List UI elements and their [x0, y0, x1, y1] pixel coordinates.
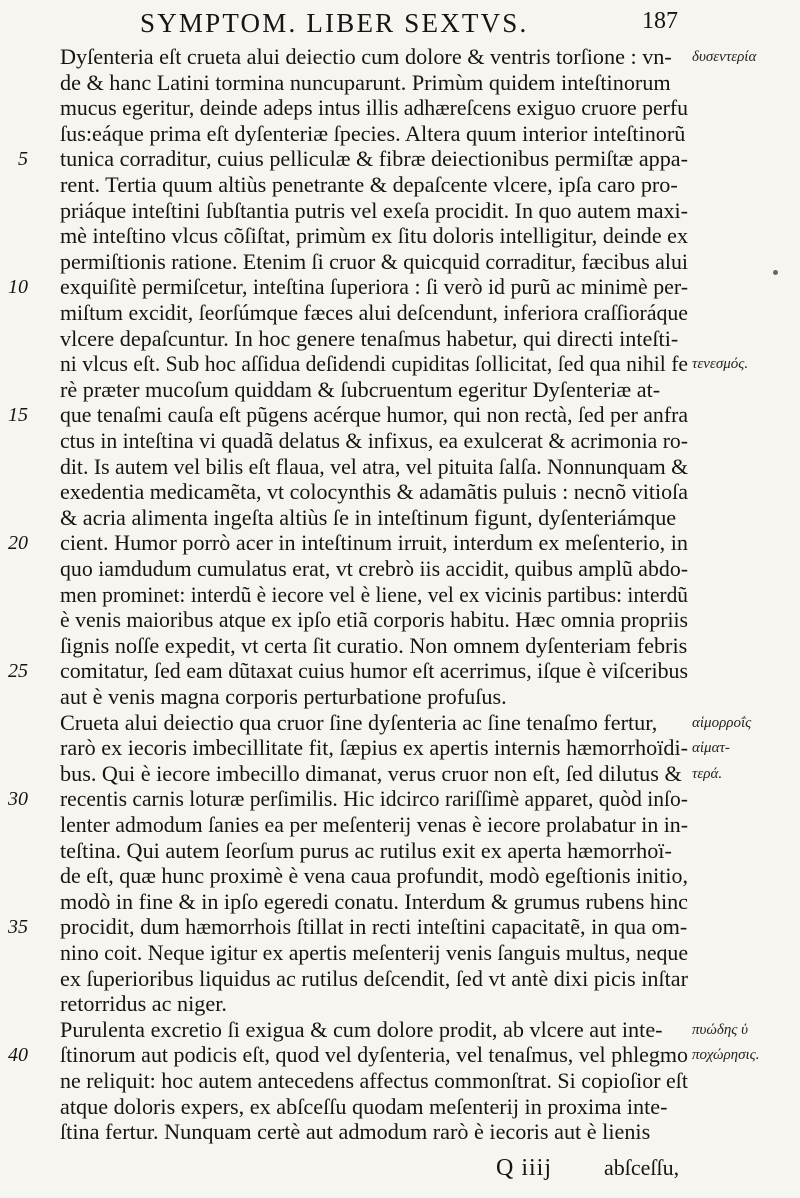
text-line	[18, 146, 689, 172]
line-text: dit. Is autem vel bilis eſt flaua, vel atra, vel pituita ſalſa. Nonnunquam &	[60, 453, 688, 479]
text-line	[60, 70, 671, 96]
line-text: de & hanc Latini tormina nuncuparunt. Primùm quidem inteſtinorum	[60, 69, 671, 95]
ink-spot	[773, 270, 778, 275]
text-line	[8, 786, 706, 812]
line-text: Crueta alui deiectio qua cruor ſine dyſenteria ac ſine tenaſmo fertur,	[60, 709, 658, 735]
line-text: cient. Humor porrò acer in inteſtinum irruit, interdum ex meſenterio, in	[60, 530, 688, 556]
text-line	[8, 402, 700, 428]
line-number: 15	[8, 404, 28, 427]
text-line	[60, 351, 705, 377]
text-line	[60, 582, 711, 608]
text-line	[60, 121, 685, 147]
catchword: abſceſſu,	[604, 1155, 680, 1180]
line-text: nino coit. Neque igitur ex apertis meſenterij venis ſanguis multus, neque	[60, 940, 688, 965]
text-line	[60, 684, 507, 710]
line-text: lenter admodum ſanies ea per meſenterij venas è iecore prolabatur in in-	[60, 812, 688, 837]
text-line	[60, 889, 690, 915]
line-text: procidit, dum hæmorrhois ſtillat in recti inteſtini capacitatẽ, in qua om-	[60, 914, 688, 940]
text-line	[60, 838, 672, 864]
margin-note: αἱματ-	[692, 740, 730, 757]
line-text: rarò ex iecoris imbecillitate fit, ſæpius ex apertis internis hæmorrhoïdi-	[60, 735, 688, 761]
text-line	[60, 1119, 650, 1145]
text-line	[60, 556, 698, 582]
line-text: ctus in inteſtina vi quadã delatus & infixus, ea exulcerat & acrimonia ro-	[60, 428, 688, 453]
line-number: 40	[8, 1044, 28, 1067]
line-text: Dyſenteria eſt crueta alui deiectio cum dolore & ventris torſione : vn-	[60, 44, 672, 69]
line-text: de eſt, quæ hunc proximè è vena caua profundit, modò egeſtionis initio,	[60, 863, 688, 889]
text-line	[60, 223, 691, 249]
text-line	[60, 735, 689, 761]
line-text: teſtina. Qui autem ſeorſum purus ac rutilus exit ex aperta hæmorrhoï-	[60, 837, 672, 863]
margin-note: δυσεντερία	[692, 49, 757, 65]
line-text: exquiſitè permiſcetur, inteſtina ſuperiora : ſi verò id purũ ac minimè per-	[60, 274, 688, 300]
text-line	[60, 249, 697, 275]
text-line	[60, 172, 678, 198]
text-line	[60, 300, 699, 326]
margin-note: αἱμορροΐς	[692, 714, 752, 731]
text-line	[8, 274, 697, 300]
line-text: men prominet: interdũ è iecore vel è liene, vel ex vicinis partibus: interdũ	[60, 581, 688, 607]
signature-mark: Q iiij	[496, 1155, 553, 1181]
text-line	[60, 505, 676, 531]
line-text: & acria alimenta ingeſta altiùs ſe in inteſtinum figunt, dyſenteriámque	[60, 504, 677, 530]
line-text: atque doloris expers, ex abſceſſu quodam meſenterij in proxima inte-	[60, 1093, 668, 1119]
text-line	[60, 991, 227, 1017]
text-line	[60, 1017, 663, 1043]
text-line	[60, 966, 689, 992]
text-line	[60, 454, 700, 480]
line-text: exedentia medicamẽta, vt colocynthis & adamãtis puluis : necnõ vitioſa	[60, 479, 688, 505]
page-number: 187	[642, 8, 678, 34]
text-line	[60, 198, 692, 224]
text-line	[60, 44, 672, 70]
text-line	[60, 377, 660, 403]
text-line	[60, 940, 700, 966]
text-line	[8, 1042, 694, 1068]
text-line	[60, 812, 698, 838]
text-line	[60, 1068, 694, 1094]
line-text: mè inteſtino vlcus cõſiſtat, primùm ex ſitu doloris intelligitur, deinde ex	[60, 223, 688, 249]
text-line	[60, 761, 682, 787]
text-line	[60, 428, 703, 454]
line-text: que tenaſmi cauſa eſt pũgens acérque humor, qui non rectà, ſed per anfra	[60, 402, 688, 428]
line-text: rè præter mucoſum quiddam & ſubcruentum egeritur Dyſenteriæ at-	[60, 376, 661, 402]
line-text: tunica corraditur, cuius pelliculæ & fibræ deiectionibus permiſtæ appa-	[60, 146, 688, 172]
running-title: SYMPTOM. LIBER SEXTVS.	[140, 8, 529, 38]
margin-note: τενεσμός.	[692, 356, 749, 373]
text-line	[60, 863, 693, 889]
line-text: Purulenta excretio ſi exigua & cum dolore prodit, ab vlcere aut inte-	[60, 1016, 663, 1042]
line-text: è venis maioribus atque ex ipſo etiã corporis habitu. Hæc omnia propriis	[60, 607, 688, 633]
line-text: ne reliquit: hoc autem antecedens affectus commonſtrat. Si copioſior eſt	[60, 1068, 688, 1093]
line-text: recentis carnis loturæ perſimilis. Hic idcirco rariſſimè apparet, quòd inſo-	[60, 786, 688, 812]
line-text: miſtum excidit, ſeorſúmque fæces alui deſcendunt, inferiora craſſioráque	[60, 300, 688, 325]
line-text: quo iamdudum cumulatus erat, vt crebrò iis accidit, quibus amplũ abdo-	[60, 556, 688, 581]
line-text: ni vlcus eſt. Sub hoc aſſidua deſidendi cupiditas ſollicitat, ſed qua nihil fe	[60, 351, 688, 377]
margin-note: πυώδης ὑ	[692, 1021, 749, 1038]
line-text: ſus:eáque prima eſt dyſenteriæ ſpecies. Altera quum interior inteſtinorũ	[60, 120, 686, 146]
line-number: 25	[8, 660, 28, 683]
margin-note: ποχώρησις.	[692, 1047, 760, 1064]
line-text: comitatur, ſed eam dũtaxat cuius humor eſt acerrimus, iſque è viſceribus	[60, 658, 688, 684]
line-text: mucus egeritur, deinde adeps intus illis adhæreſcens exiguo cruore perfu	[60, 95, 688, 121]
text-line	[8, 530, 689, 556]
line-text: ſtinorum aut podicis eſt, quod vel dyſenteria, vel tenaſmus, vel phlegmo	[60, 1042, 688, 1068]
text-line	[60, 607, 701, 633]
line-text: rent. Tertia quum altiùs penetrante & depaſcente vlcere, ipſa caro pro-	[60, 172, 678, 197]
line-text: retorridus ac niger.	[60, 991, 227, 1017]
line-text: ſignis noſſe expedit, vt certa ſit curatio. Non omnem dyſenteriam febris	[60, 632, 688, 658]
text-line	[8, 914, 688, 940]
text-line	[60, 95, 701, 121]
line-text: priáque inteſtini ſubſtantia putris vel exeſa procidit. In quo autem maxi-	[60, 197, 688, 223]
line-text: aut è venis magna corporis perturbatione profuſus.	[60, 684, 507, 709]
line-number: 20	[8, 532, 28, 555]
line-text: bus. Qui è iecore imbecillo dimanat, verus cruor non eſt, ſed dilutus &	[60, 760, 682, 786]
text-line	[60, 633, 687, 659]
line-text: ſtina fertur. Nunquam certè aut admodum rarò è iecoris aut è lienis	[60, 1119, 651, 1145]
text-line	[60, 479, 693, 505]
line-text: modò in fine & in ipſo egeredi conatu. Interdum & grumus rubens hinc	[60, 888, 688, 914]
line-text: vlcere depaſcuntur. In hoc genere tenaſmus habetur, qui directi inteſti-	[60, 325, 679, 351]
line-number: 10	[8, 276, 28, 299]
text-line	[60, 326, 678, 352]
text-line	[60, 710, 657, 736]
line-number: 35	[8, 916, 28, 939]
line-text: ex ſuperioribus liquidus ac rutilus deſcendit, ſed vt antè dixi picis inſtar	[60, 965, 688, 991]
margin-note: τερά.	[692, 765, 723, 782]
text-line	[8, 658, 696, 684]
text-line	[60, 1094, 668, 1120]
line-text: permiſtionis ratione. Etenim ſi cruor & quicquid corraditur, fæcibus alui	[60, 248, 688, 274]
line-number: 5	[18, 148, 28, 171]
line-number: 30	[8, 788, 28, 811]
